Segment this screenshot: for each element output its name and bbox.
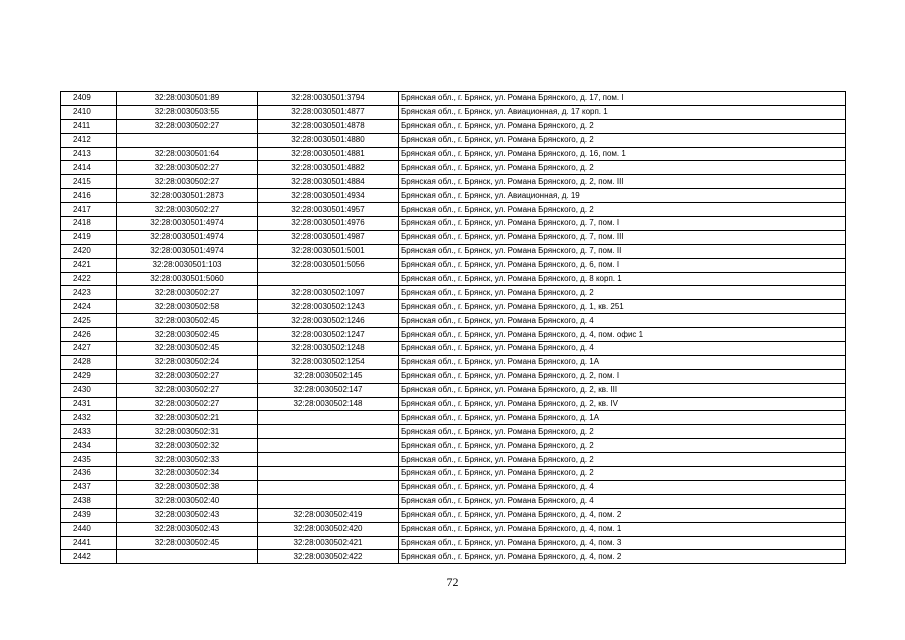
object-cadastral-number: 32:28:0030502:420 (258, 522, 399, 536)
row-number: 2428 (61, 355, 117, 369)
object-cadastral-number: 32:28:0030501:4987 (258, 230, 399, 244)
row-number: 2413 (61, 147, 117, 161)
row-number: 2416 (61, 189, 117, 203)
table-row (61, 175, 846, 189)
table-row (61, 203, 846, 217)
object-cadastral-number (258, 453, 399, 467)
address: Брянская обл., г. Брянск, ул. Романа Брянского, д. 4 (399, 314, 846, 328)
table-row (61, 369, 846, 383)
page-number: 72 (446, 575, 459, 589)
row-number: 2437 (61, 480, 117, 494)
table-row (61, 161, 846, 175)
table-row (61, 453, 846, 467)
land-cadastral-number: 32:28:0030502:27 (117, 383, 258, 397)
object-cadastral-number: 32:28:0030502:1247 (258, 328, 399, 342)
table-row (61, 300, 846, 314)
land-cadastral-number: 32:28:0030501:103 (117, 258, 258, 272)
object-cadastral-number: 32:28:0030502:147 (258, 383, 399, 397)
row-number: 2439 (61, 508, 117, 522)
row-number: 2429 (61, 369, 117, 383)
land-cadastral-number: 32:28:0030501:4974 (117, 217, 258, 231)
table-row (61, 494, 846, 508)
object-cadastral-number (258, 272, 399, 286)
object-cadastral-number (258, 439, 399, 453)
address: Брянская обл., г. Брянск, ул. Романа Брянского, д. 7, пом. III (399, 230, 846, 244)
object-cadastral-number: 32:28:0030502:1243 (258, 300, 399, 314)
land-cadastral-number: 32:28:0030502:32 (117, 439, 258, 453)
address: Брянская обл., г. Брянск, ул. Романа Брянского, д. 2 (399, 439, 846, 453)
object-cadastral-number: 32:28:0030501:4877 (258, 105, 399, 119)
address: Брянская обл., г. Брянск, ул. Романа Брянского, д. 2, пом. III (399, 175, 846, 189)
table-row (61, 355, 846, 369)
row-number: 2422 (61, 272, 117, 286)
row-number: 2435 (61, 453, 117, 467)
table-row (61, 147, 846, 161)
address: Брянская обл., г. Брянск, ул. Романа Брянского, д. 1А (399, 411, 846, 425)
row-number: 2423 (61, 286, 117, 300)
row-number: 2424 (61, 300, 117, 314)
land-cadastral-number: 32:28:0030502:45 (117, 314, 258, 328)
object-cadastral-number: 32:28:0030502:148 (258, 397, 399, 411)
object-cadastral-number: 32:28:0030501:5001 (258, 244, 399, 258)
land-cadastral-number: 32:28:0030502:27 (117, 286, 258, 300)
address: Брянская обл., г. Брянск, ул. Романа Брянского, д. 2 (399, 286, 846, 300)
land-cadastral-number: 32:28:0030501:4974 (117, 230, 258, 244)
address: Брянская обл., г. Брянск, ул. Авиационная, д. 19 (399, 189, 846, 203)
object-cadastral-number: 32:28:0030501:4957 (258, 203, 399, 217)
object-cadastral-number: 32:28:0030502:422 (258, 550, 399, 564)
table-row (61, 230, 846, 244)
table-row (61, 550, 846, 564)
land-cadastral-number: 32:28:0030502:45 (117, 328, 258, 342)
land-cadastral-number (117, 133, 258, 147)
land-cadastral-number: 32:28:0030502:43 (117, 522, 258, 536)
row-number: 2441 (61, 536, 117, 550)
row-number: 2432 (61, 411, 117, 425)
address: Брянская обл., г. Брянск, ул. Романа Брянского, д. 8 корп. 1 (399, 272, 846, 286)
object-cadastral-number: 32:28:0030501:4878 (258, 119, 399, 133)
row-number: 2420 (61, 244, 117, 258)
address: Брянская обл., г. Брянск, ул. Романа Брянского, д. 2 (399, 203, 846, 217)
table-row (61, 536, 846, 550)
address: Брянская обл., г. Брянск, ул. Романа Брянского, д. 2 (399, 119, 846, 133)
object-cadastral-number (258, 411, 399, 425)
table-row (61, 133, 846, 147)
object-cadastral-number: 32:28:0030501:5056 (258, 258, 399, 272)
address: Брянская обл., г. Брянск, ул. Романа Брянского, д. 4, пом. 2 (399, 508, 846, 522)
land-cadastral-number: 32:28:0030502:45 (117, 342, 258, 356)
land-cadastral-number: 32:28:0030502:34 (117, 467, 258, 481)
object-cadastral-number (258, 480, 399, 494)
object-cadastral-number: 32:28:0030502:421 (258, 536, 399, 550)
address: Брянская обл., г. Брянск, ул. Романа Брянского, д. 7, пом. I (399, 217, 846, 231)
row-number: 2415 (61, 175, 117, 189)
address: Брянская обл., г. Брянск, ул. Романа Брянского, д. 17, пом. I (399, 92, 846, 106)
table-body (61, 92, 846, 564)
land-cadastral-number: 32:28:0030502:40 (117, 494, 258, 508)
address: Брянская обл., г. Брянск, ул. Романа Брянского, д. 4, пом. 1 (399, 522, 846, 536)
object-cadastral-number (258, 494, 399, 508)
object-cadastral-number: 32:28:0030502:1097 (258, 286, 399, 300)
row-number: 2417 (61, 203, 117, 217)
land-cadastral-number: 32:28:0030502:27 (117, 119, 258, 133)
land-cadastral-number: 32:28:0030502:27 (117, 203, 258, 217)
address: Брянская обл., г. Брянск, ул. Романа Брянского, д. 4, пом. 2 (399, 550, 846, 564)
row-number: 2410 (61, 105, 117, 119)
row-number: 2421 (61, 258, 117, 272)
address: Брянская обл., г. Брянск, ул. Романа Брянского, д. 2 (399, 133, 846, 147)
address: Брянская обл., г. Брянск, ул. Романа Брянского, д. 2, кв. IV (399, 397, 846, 411)
land-cadastral-number: 32:28:0030501:2873 (117, 189, 258, 203)
table-row (61, 480, 846, 494)
address: Брянская обл., г. Брянск, ул. Романа Брянского, д. 4, пом. офис 1 (399, 328, 846, 342)
table-row (61, 244, 846, 258)
address: Брянская обл., г. Брянск, ул. Романа Брянского, д. 2, кв. III (399, 383, 846, 397)
object-cadastral-number: 32:28:0030501:3794 (258, 92, 399, 106)
address: Брянская обл., г. Брянск, ул. Романа Брянского, д. 4, пом. 3 (399, 536, 846, 550)
land-cadastral-number: 32:28:0030501:64 (117, 147, 258, 161)
address: Брянская обл., г. Брянск, ул. Романа Брянского, д. 2 (399, 467, 846, 481)
object-cadastral-number: 32:28:0030502:419 (258, 508, 399, 522)
address: Брянская обл., г. Брянск, ул. Романа Брянского, д. 2 (399, 161, 846, 175)
object-cadastral-number: 32:28:0030501:4976 (258, 217, 399, 231)
object-cadastral-number: 32:28:0030501:4882 (258, 161, 399, 175)
row-number: 2436 (61, 467, 117, 481)
address: Брянская обл., г. Брянск, ул. Романа Брянского, д. 4 (399, 342, 846, 356)
table-row (61, 119, 846, 133)
row-number: 2434 (61, 439, 117, 453)
table-row (61, 286, 846, 300)
table-row (61, 189, 846, 203)
table-row (61, 467, 846, 481)
land-cadastral-number: 32:28:0030502:27 (117, 175, 258, 189)
row-number: 2442 (61, 550, 117, 564)
cadastral-table (60, 91, 846, 564)
address: Брянская обл., г. Брянск, ул. Романа Брянского, д. 4 (399, 494, 846, 508)
table-row (61, 522, 846, 536)
address: Брянская обл., г. Брянск, ул. Романа Брянского, д. 1, кв. 251 (399, 300, 846, 314)
land-cadastral-number (117, 550, 258, 564)
row-number: 2430 (61, 383, 117, 397)
land-cadastral-number: 32:28:0030501:5060 (117, 272, 258, 286)
row-number: 2433 (61, 425, 117, 439)
land-cadastral-number: 32:28:0030502:38 (117, 480, 258, 494)
land-cadastral-number: 32:28:0030502:21 (117, 411, 258, 425)
address: Брянская обл., г. Брянск, ул. Авиационная, д. 17 корп. 1 (399, 105, 846, 119)
land-cadastral-number: 32:28:0030502:58 (117, 300, 258, 314)
land-cadastral-number: 32:28:0030501:89 (117, 92, 258, 106)
row-number: 2412 (61, 133, 117, 147)
land-cadastral-number: 32:28:0030502:45 (117, 536, 258, 550)
land-cadastral-number: 32:28:0030502:27 (117, 369, 258, 383)
row-number: 2438 (61, 494, 117, 508)
table-row (61, 217, 846, 231)
row-number: 2440 (61, 522, 117, 536)
address: Брянская обл., г. Брянск, ул. Романа Брянского, д. 6, пом. I (399, 258, 846, 272)
table-row (61, 411, 846, 425)
table-row (61, 508, 846, 522)
table-row (61, 439, 846, 453)
table-row (61, 342, 846, 356)
table-row (61, 397, 846, 411)
table-row (61, 258, 846, 272)
address: Брянская обл., г. Брянск, ул. Романа Брянского, д. 16, пом. 1 (399, 147, 846, 161)
row-number: 2426 (61, 328, 117, 342)
table-row (61, 105, 846, 119)
address: Брянская обл., г. Брянск, ул. Романа Брянского, д. 2 (399, 425, 846, 439)
land-cadastral-number: 32:28:0030502:31 (117, 425, 258, 439)
object-cadastral-number (258, 425, 399, 439)
row-number: 2419 (61, 230, 117, 244)
object-cadastral-number: 32:28:0030501:4880 (258, 133, 399, 147)
table-row (61, 272, 846, 286)
row-number: 2425 (61, 314, 117, 328)
table-row (61, 328, 846, 342)
row-number: 2414 (61, 161, 117, 175)
object-cadastral-number: 32:28:0030502:145 (258, 369, 399, 383)
object-cadastral-number: 32:28:0030501:4934 (258, 189, 399, 203)
land-cadastral-number: 32:28:0030502:33 (117, 453, 258, 467)
object-cadastral-number: 32:28:0030502:1246 (258, 314, 399, 328)
row-number: 2431 (61, 397, 117, 411)
address: Брянская обл., г. Брянск, ул. Романа Брянского, д. 2, пом. I (399, 369, 846, 383)
table-row (61, 383, 846, 397)
row-number: 2411 (61, 119, 117, 133)
land-cadastral-number: 32:28:0030502:43 (117, 508, 258, 522)
row-number: 2409 (61, 92, 117, 106)
row-number: 2427 (61, 342, 117, 356)
address: Брянская обл., г. Брянск, ул. Романа Брянского, д. 4 (399, 480, 846, 494)
table-row (61, 92, 846, 106)
address: Брянская обл., г. Брянск, ул. Романа Брянского, д. 1А (399, 355, 846, 369)
object-cadastral-number: 32:28:0030501:4881 (258, 147, 399, 161)
land-cadastral-number: 32:28:0030502:27 (117, 397, 258, 411)
table-row (61, 314, 846, 328)
object-cadastral-number (258, 467, 399, 481)
land-cadastral-number: 32:28:0030501:4974 (117, 244, 258, 258)
land-cadastral-number: 32:28:0030503:55 (117, 105, 258, 119)
address: Брянская обл., г. Брянск, ул. Романа Брянского, д. 7, пом. II (399, 244, 846, 258)
land-cadastral-number: 32:28:0030502:27 (117, 161, 258, 175)
object-cadastral-number: 32:28:0030501:4884 (258, 175, 399, 189)
object-cadastral-number: 32:28:0030502:1254 (258, 355, 399, 369)
address: Брянская обл., г. Брянск, ул. Романа Брянского, д. 2 (399, 453, 846, 467)
row-number: 2418 (61, 217, 117, 231)
object-cadastral-number: 32:28:0030502:1248 (258, 342, 399, 356)
land-cadastral-number: 32:28:0030502:24 (117, 355, 258, 369)
table-row (61, 425, 846, 439)
